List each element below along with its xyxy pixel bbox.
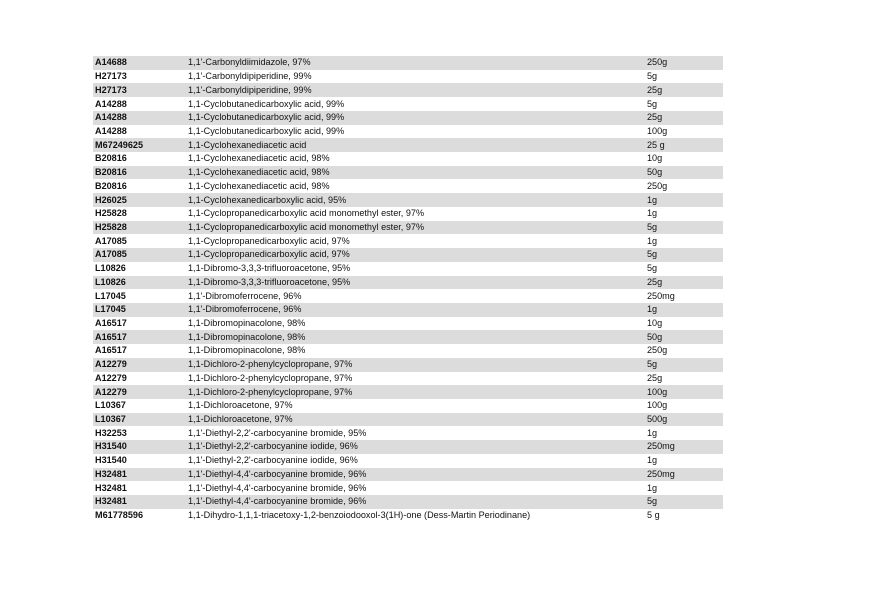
pack-size-cell: 5 g [647, 510, 660, 521]
pack-size-cell: 1g [645, 303, 723, 317]
product-code-cell: L10367 [95, 400, 126, 411]
table-row [93, 248, 723, 262]
product-code-cell: A12279 [95, 372, 127, 383]
product-description-cell: 1,1-Dibromopinacolone, 98% [188, 345, 306, 356]
pack-size-cell: 10g [647, 153, 663, 164]
product-description-cell: 1,1'-Carbonyldipiperidine, 99% [186, 83, 645, 97]
pack-size-cell: 5g [645, 221, 723, 235]
product-code-cell: L10826 [95, 263, 126, 274]
product-code-cell: H32481 [95, 482, 127, 493]
product-code-cell: L17045 [95, 290, 126, 301]
product-description-cell: 1,1-Dibromopinacolone, 98% [186, 330, 645, 344]
table-row [93, 303, 723, 317]
product-description-cell: 1,1'-Diethyl-4,4'-carbocyanine bromide, 96% [186, 468, 645, 482]
pack-size-cell: 500g [645, 413, 723, 427]
product-code-cell: H27173 [93, 83, 186, 97]
pack-size-cell: 1g [647, 235, 658, 246]
pack-size-cell: 5g [645, 495, 723, 509]
table-row [93, 317, 723, 331]
table-row [93, 413, 723, 427]
pack-size-cell: 1g [647, 208, 658, 219]
pack-size-cell: 25g [645, 276, 723, 290]
pack-size-cell: 5g [647, 263, 658, 274]
table-row [93, 125, 723, 139]
table-row [93, 166, 723, 180]
table-row [93, 179, 723, 193]
product-description-cell: 1,1-Cyclohexanediacetic acid, 98% [186, 166, 645, 180]
product-description-cell: 1,1-Cyclopropanedicarboxylic acid, 97% [186, 248, 645, 262]
table-row [93, 495, 723, 509]
pack-size-cell: 100g [645, 385, 723, 399]
pack-size-cell: 250mg [647, 290, 675, 301]
product-description-cell: 1,1-Cyclohexanediacetic acid, 98% [188, 153, 330, 164]
product-description-cell: 1,1-Cyclopropanedicarboxylic acid, 97% [188, 235, 350, 246]
product-code-cell: B20816 [95, 153, 127, 164]
product-code-cell: H32481 [93, 468, 186, 482]
table-row [93, 276, 723, 290]
table-row [93, 330, 723, 344]
table-row [93, 289, 723, 303]
product-code-cell: A17085 [95, 235, 127, 246]
product-code-cell: A12279 [93, 358, 186, 372]
product-description-cell: 1,1'-Diethyl-2,2'-carbocyanine bromide, 95% [188, 427, 367, 438]
pack-size-cell: 50g [645, 330, 723, 344]
table-row [93, 83, 723, 97]
product-code-cell: A14288 [93, 111, 186, 125]
table-row [93, 234, 723, 248]
pack-size-cell: 5g [645, 358, 723, 372]
product-description-cell: 1,1'-Diethyl-4,4'-carbocyanine bromide, 96% [186, 495, 645, 509]
pack-size-cell: 5g [647, 98, 658, 109]
table-row [93, 385, 723, 399]
product-code-cell: A14288 [95, 98, 127, 109]
table-row [93, 481, 723, 495]
table-row [93, 193, 723, 207]
product-code-cell: L10367 [93, 413, 186, 427]
product-description-cell: 1,1-Cyclobutanedicarboxylic acid, 99% [188, 98, 345, 109]
product-description-cell: 1,1-Dibromo-3,3,3-trifluoroacetone, 95% [188, 263, 351, 274]
pack-size-cell: 25g [645, 111, 723, 125]
product-code-cell: H25828 [93, 221, 186, 235]
product-code-cell: L10826 [93, 276, 186, 290]
pack-size-cell: 25g [647, 372, 663, 383]
table-row [93, 440, 723, 454]
product-code-cell: B20816 [95, 180, 127, 191]
table-row [93, 221, 723, 235]
product-code-cell: L17045 [93, 303, 186, 317]
table-row [93, 56, 723, 70]
pack-size-cell: 5g [647, 71, 658, 82]
pack-size-cell: 250g [647, 180, 668, 191]
product-code-cell: H31540 [95, 455, 127, 466]
product-description-cell: 1,1-Dihydro-1,1,1-triacetoxy-1,2-benzoiodooxol-3(1H)-one (Dess-Martin Periodinane) [188, 510, 531, 521]
product-code-cell: A12279 [93, 385, 186, 399]
product-description-cell: 1,1-Cyclobutanedicarboxylic acid, 99% [188, 125, 345, 136]
product-code-cell: M61778596 [95, 510, 144, 521]
table-row [93, 70, 723, 84]
product-code-cell: A14688 [93, 56, 186, 70]
pack-size-cell: 25g [645, 83, 723, 97]
product-description-cell: 1,1-Dichloroacetone, 97% [186, 413, 645, 427]
table-row [93, 97, 723, 111]
product-description-cell: 1,1-Cyclopropanedicarboxylic acid monomethyl ester, 97% [186, 221, 645, 235]
table-row [93, 344, 723, 358]
product-code-cell: H27173 [95, 71, 127, 82]
table-row [93, 509, 723, 523]
table-row [93, 262, 723, 276]
product-table-body [93, 56, 723, 522]
product-description-cell: 1,1-Dichloro-2-phenylcyclopropane, 97% [186, 358, 645, 372]
table-row [93, 426, 723, 440]
product-code-cell: H32253 [95, 427, 127, 438]
pack-size-cell: 1g [645, 193, 723, 207]
product-description-cell: 1,1-Cyclohexanediacetic acid, 98% [188, 180, 330, 191]
table-row [93, 152, 723, 166]
product-code-cell: H26025 [93, 193, 186, 207]
table-row [93, 138, 723, 152]
product-description-cell: 1,1-Cyclohexanediacetic acid [186, 138, 645, 152]
product-description-cell: 1,1'-Diethyl-2,2'-carbocyanine iodide, 96% [186, 440, 645, 454]
product-code-cell: H25828 [95, 208, 127, 219]
pack-size-cell: 100g [647, 400, 668, 411]
pack-size-cell: 1g [647, 427, 658, 438]
table-row [93, 207, 723, 221]
product-code-cell: A16517 [95, 318, 127, 329]
product-description-cell: 1,1-Dibromo-3,3,3-trifluoroacetone, 95% [186, 276, 645, 290]
product-description-cell: 1,1'-Carbonyldipiperidine, 99% [188, 71, 312, 82]
product-description-cell: 1,1-Dichloroacetone, 97% [188, 400, 293, 411]
product-description-cell: 1,1-Cyclohexanedicarboxylic acid, 95% [186, 193, 645, 207]
product-code-cell: A16517 [95, 345, 127, 356]
pack-size-cell: 50g [645, 166, 723, 180]
product-description-cell: 1,1-Cyclobutanedicarboxylic acid, 99% [186, 111, 645, 125]
pack-size-cell: 5g [645, 248, 723, 262]
table-row [93, 454, 723, 468]
pack-size-cell: 250g [645, 56, 723, 70]
product-description-cell: 1,1-Dibromopinacolone, 98% [188, 318, 306, 329]
pack-size-cell: 1g [647, 482, 658, 493]
table-row [93, 111, 723, 125]
pack-size-cell: 1g [647, 455, 658, 466]
product-code-cell: H32481 [93, 495, 186, 509]
product-description-cell: 1,1'-Diethyl-4,4'-carbocyanine bromide, 96% [188, 482, 367, 493]
product-code-cell: B20816 [93, 166, 186, 180]
product-description-cell: 1,1'-Diethyl-2,2'-carbocyanine iodide, 96% [188, 455, 358, 466]
table-row [93, 399, 723, 413]
product-code-cell: A17085 [93, 248, 186, 262]
table-row [93, 358, 723, 372]
product-description-cell: 1,1-Cyclopropanedicarboxylic acid monomethyl ester, 97% [188, 208, 425, 219]
product-code-cell: A16517 [93, 330, 186, 344]
product-description-cell: 1,1'-Carbonyldiimidazole, 97% [186, 56, 645, 70]
table-row [93, 372, 723, 386]
pack-size-cell: 25 g [645, 138, 723, 152]
pack-size-cell: 10g [647, 318, 663, 329]
pack-size-cell: 100g [647, 125, 668, 136]
table-row [93, 468, 723, 482]
product-code-cell: A14288 [95, 125, 127, 136]
pack-size-cell: 250mg [645, 440, 723, 454]
product-description-cell: 1,1-Dichloro-2-phenylcyclopropane, 97% [188, 372, 353, 383]
product-code-cell: M67249625 [93, 138, 186, 152]
pack-size-cell: 250g [647, 345, 668, 356]
product-table [93, 56, 723, 522]
product-code-cell: H31540 [93, 440, 186, 454]
pack-size-cell: 250mg [645, 468, 723, 482]
product-description-cell: 1,1'-Dibromoferrocene, 96% [186, 303, 645, 317]
product-description-cell: 1,1'-Dibromoferrocene, 96% [188, 290, 302, 301]
product-description-cell: 1,1-Dichloro-2-phenylcyclopropane, 97% [186, 385, 645, 399]
